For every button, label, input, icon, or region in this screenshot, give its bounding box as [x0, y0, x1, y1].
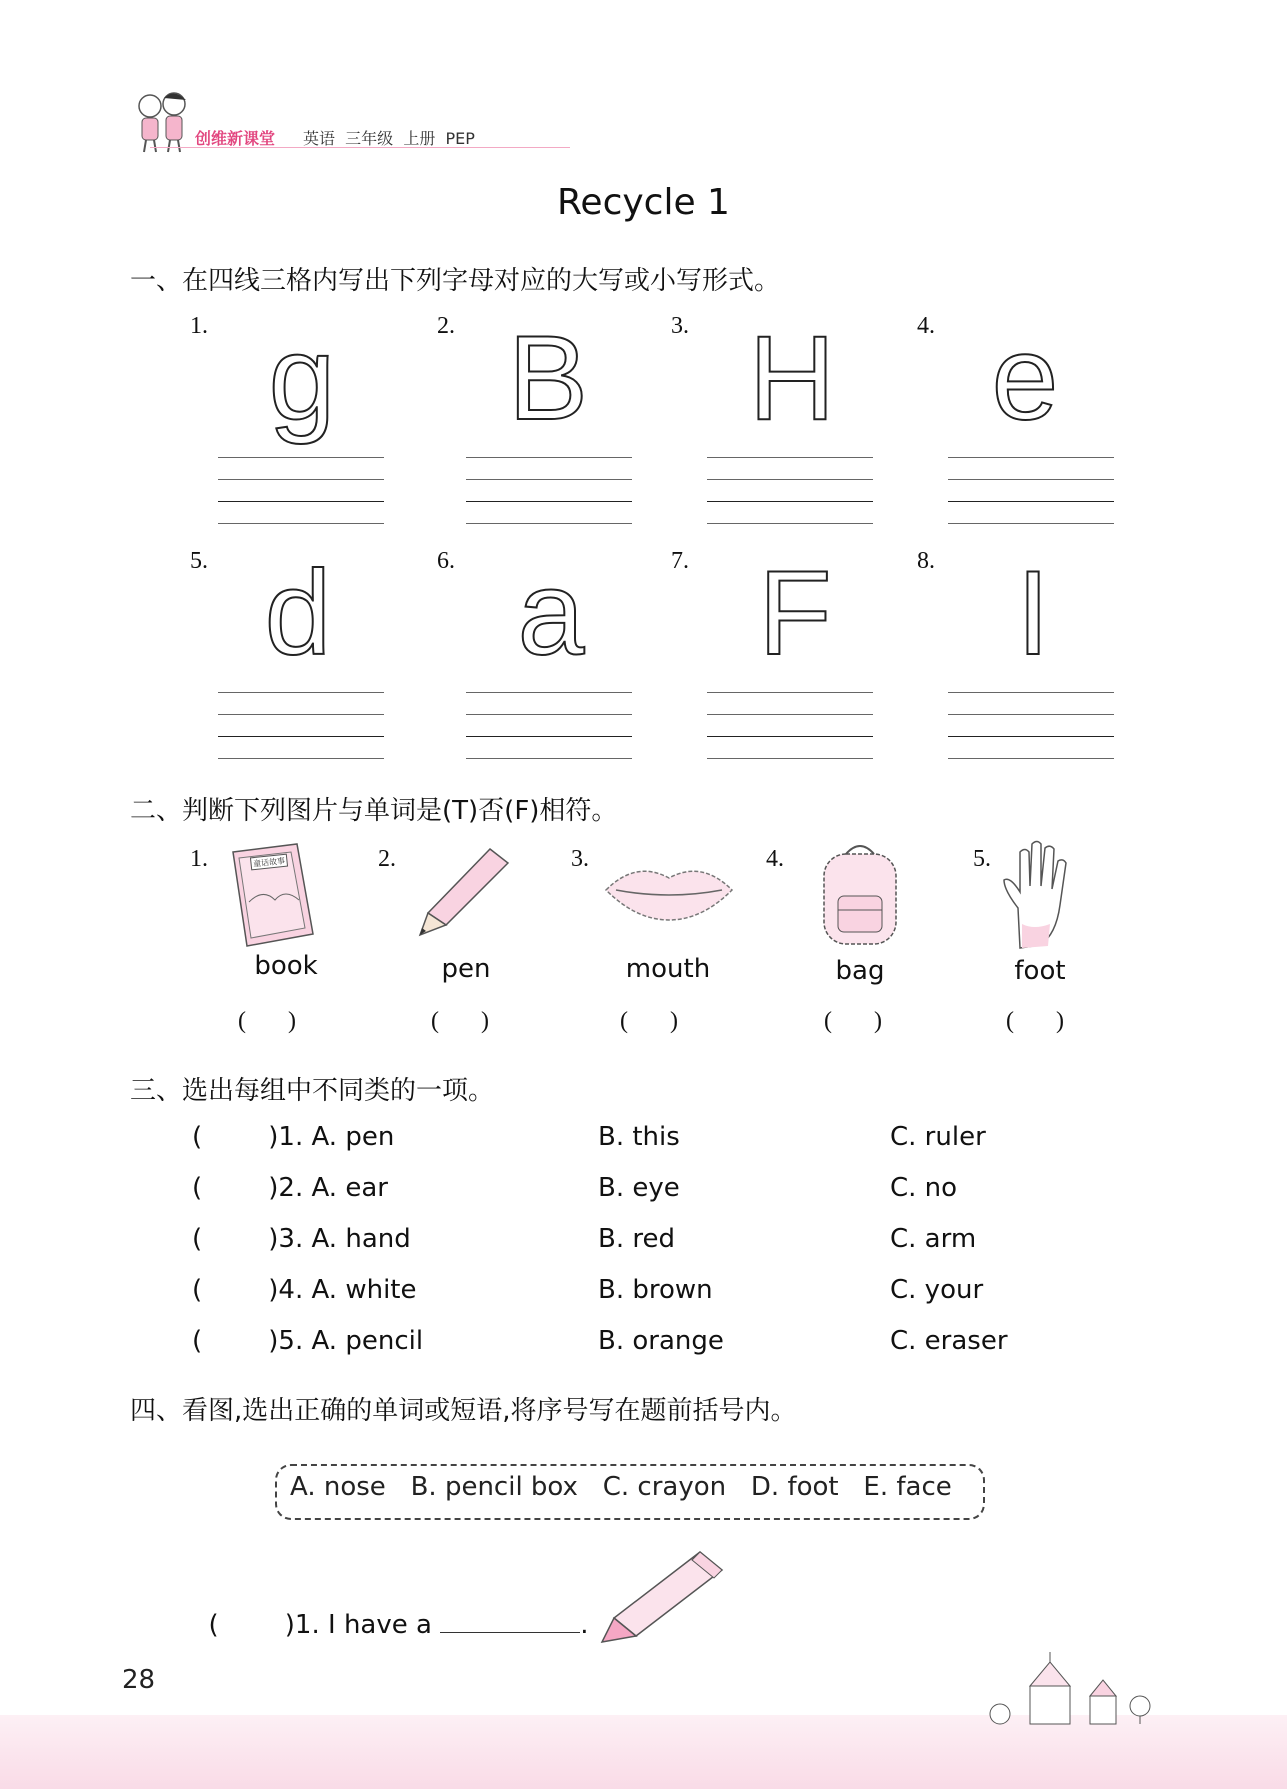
writing-lines-8[interactable] [948, 692, 1114, 762]
crayon-icon [596, 1548, 726, 1644]
s2-q3-number: 3. [571, 846, 589, 872]
letter-2: B [507, 311, 589, 445]
s3-row-5-c: C. eraser [890, 1326, 1008, 1356]
letter-7: F [758, 546, 832, 680]
s3-row-5-lead[interactable]: ( )5. A. pencil [192, 1326, 424, 1356]
q5-number: 5. [190, 548, 208, 574]
book-subtitle: 英语 三年级 上册 PEP [303, 129, 475, 148]
word-book: book [254, 951, 318, 981]
page-number: 28 [122, 1665, 156, 1695]
brand-name: 创维新课堂 [195, 129, 276, 148]
mouth-icon [602, 860, 736, 922]
writing-lines-2[interactable] [466, 457, 632, 527]
s4-q1-end: . [580, 1610, 589, 1640]
letter-5: d [264, 546, 332, 680]
writing-lines-3[interactable] [707, 457, 873, 527]
q8-number: 8. [917, 548, 935, 574]
section4-heading: 四、看图,选出正确的单词或短语,将序号写在题前括号内。 [130, 1396, 797, 1426]
s3-row-1-b: B. this [598, 1122, 680, 1152]
answer-paren-4[interactable]: ( ) [824, 1008, 882, 1034]
letter-3: H [748, 311, 836, 445]
writing-lines-1[interactable] [218, 457, 384, 527]
s3-row-2-b: B. eye [598, 1173, 680, 1203]
pencil-icon [412, 843, 516, 939]
letter-1: g [268, 311, 336, 445]
s4-q1-blank[interactable] [440, 1610, 580, 1633]
q1-number: 1. [190, 313, 208, 339]
writing-lines-7[interactable] [707, 692, 873, 762]
answer-paren-2[interactable]: ( ) [431, 1008, 489, 1034]
word-mouth: mouth [625, 954, 711, 984]
answer-paren-1[interactable]: ( ) [238, 1008, 296, 1034]
book-cover-text: 童话故事 [252, 856, 286, 869]
q7-number: 7. [671, 548, 689, 574]
writing-lines-4[interactable] [948, 457, 1114, 527]
s3-row-1-c: C. ruler [890, 1122, 986, 1152]
answer-paren-3[interactable]: ( ) [620, 1008, 678, 1034]
backpack-icon [806, 840, 914, 950]
s3-row-4-b: B. brown [598, 1275, 713, 1305]
q6-number: 6. [437, 548, 455, 574]
page-title: Recycle 1 [557, 182, 730, 223]
s3-row-1-lead[interactable]: ( )1. A. pen [192, 1122, 395, 1152]
s3-row-3-c: C. arm [890, 1224, 977, 1254]
letter-6: a [517, 546, 585, 680]
q2-number: 2. [437, 313, 455, 339]
s3-row-2-c: C. no [890, 1173, 958, 1203]
answer-paren-5[interactable]: ( ) [1006, 1008, 1064, 1034]
q4-number: 4. [917, 313, 935, 339]
castle-decoration-icon [980, 1650, 1180, 1726]
s2-q2-number: 2. [378, 846, 396, 872]
letter-8: I [1016, 546, 1050, 680]
footer-band [0, 1715, 1287, 1789]
q3-number: 3. [671, 313, 689, 339]
section3-heading: 三、选出每组中不同类的一项。 [130, 1076, 495, 1106]
s3-row-3-lead[interactable]: ( )3. A. hand [192, 1224, 411, 1254]
writing-lines-6[interactable] [466, 692, 632, 762]
s4-q1-lead[interactable]: ( )1. I have a [208, 1610, 432, 1640]
writing-lines-5[interactable] [218, 692, 384, 762]
s3-row-4-lead[interactable]: ( )4. A. white [192, 1275, 417, 1305]
options-list: A. nose B. pencil box C. crayon D. foot E. face [290, 1472, 952, 1502]
hand-icon [1000, 840, 1080, 952]
s4-q1 [192, 1580, 588, 1640]
s2-q1-number: 1. [190, 846, 208, 872]
letter-4: e [991, 311, 1059, 445]
section2-heading: 二、判断下列图片与单词是(T)否(F)相符。 [130, 796, 618, 826]
word-foot: foot [1014, 956, 1066, 986]
section1-heading: 一、在四线三格内写出下列字母对应的大写或小写形式。 [130, 266, 781, 296]
s3-row-3-b: B. red [598, 1224, 675, 1254]
word-bag: bag [835, 956, 885, 986]
s2-q5-number: 5. [973, 846, 991, 872]
s3-row-2-lead[interactable]: ( )2. A. ear [192, 1173, 388, 1203]
s3-row-4-c: C. your [890, 1275, 984, 1305]
book-icon [225, 842, 317, 950]
word-pen: pen [441, 954, 491, 984]
s3-row-5-b: B. orange [598, 1326, 724, 1356]
header-divider [150, 147, 570, 148]
kids-logo-icon [128, 88, 198, 156]
s2-q4-number: 4. [766, 846, 784, 872]
